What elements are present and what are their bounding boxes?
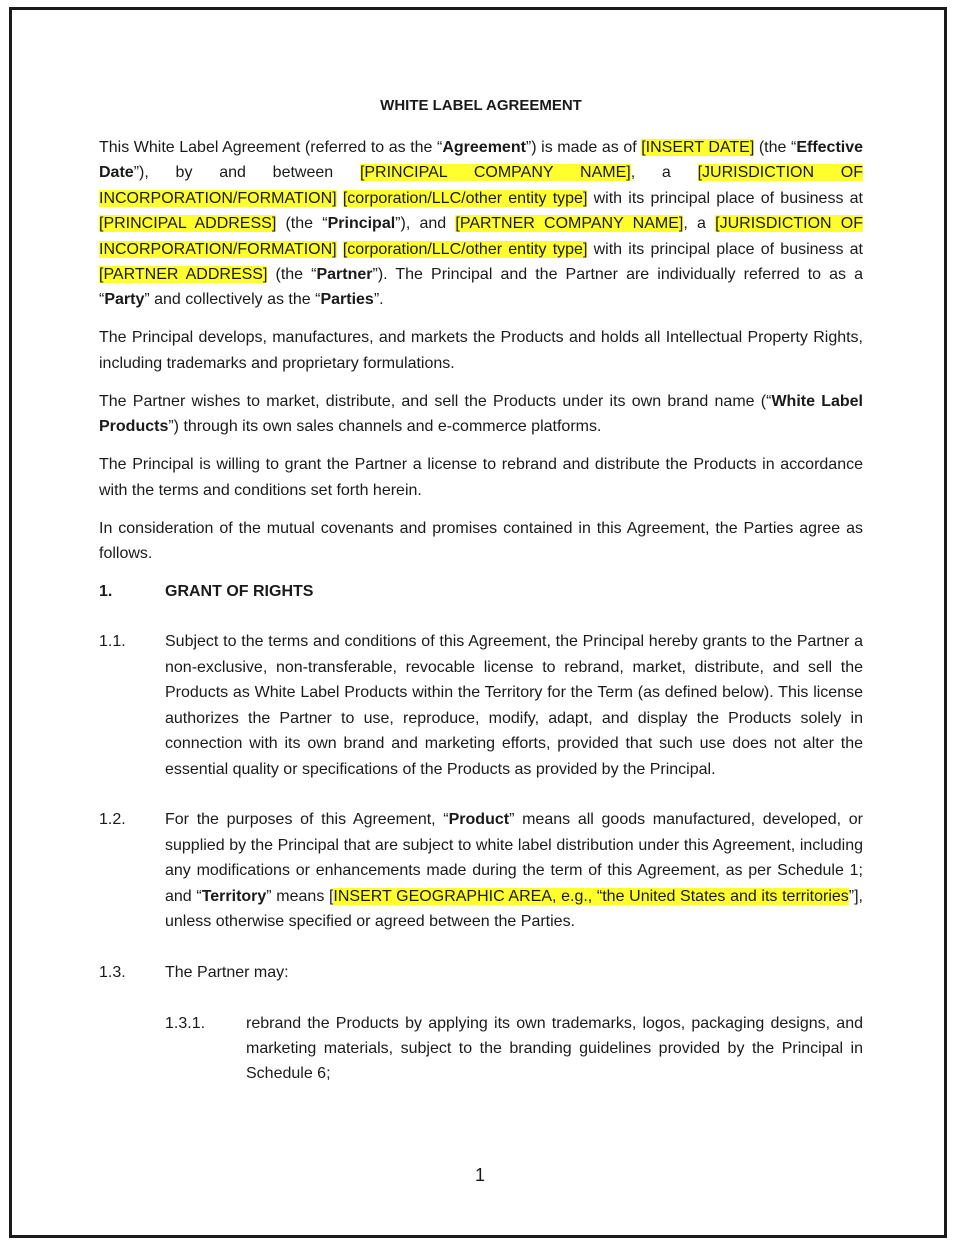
section-heading-grant-of-rights [99,579,863,604]
principal-address-placeholder: [PRINCIPAL ADDRESS] [99,215,277,233]
clause-number: 1.1. [99,633,126,651]
principal-name-placeholder: [PRINCIPAL COMPANY NAME] [359,164,631,182]
jurisdiction-placeholder-1: [JURISDICTION OF INCORPORATION/FORMATION] [99,164,864,207]
clause-text: rebrand the Products by applying its own trademarks, logos, packaging designs, and marketing materials, subject to the branding guidelines provided by the Principal in Schedule 6; [246,1014,863,1083]
clause-number: 1.3.1. [165,1014,206,1032]
page-number: 1 [474,1165,485,1185]
partner-address-placeholder: [PARTNER ADDRESS] [99,266,268,284]
recital-4: In consideration of the mutual covenants and promises contained in this Agreement, the Parties agree as follows. [99,519,863,563]
entity-type-placeholder-2: [corporation/LLC/other entity type] [342,240,588,258]
recital-2: The Partner wishes to market, distribute, and sell the Products under its own brand name (“White Label Products”) through its own sales channels and e-commerce platforms. [99,392,864,436]
recital-1: The Principal develops, manufactures, and markets the Products and holds all Intellectual Property Rights, including trademarks and proprietary formulations. [99,329,863,372]
entity-type-placeholder-1: [corporation/LLC/other entity type] [342,189,588,207]
document-title: WHITE LABEL AGREEMENT [380,97,582,114]
document-body [99,95,863,1087]
clause-text: The Partner may: [165,963,289,981]
clause-1-3 [99,960,863,985]
section-title: GRANT OF RIGHTS [165,583,314,601]
jurisdiction-placeholder-2: [JURISDICTION OF INCORPORATION/FORMATION] [99,215,864,258]
clause-number: 1.3. [99,963,126,981]
clause-text: Subject to the terms and conditions of this Agreement, the Principal hereby grants to the Partner a non-exclusive, non-transferable, revocable license to rebrand, market, distribute, and sell the Products as White Label Products within the Territory for the Term (as defined below). This license authorizes the Partner to use, reproduce, modify, adapt, and display the Products solely in connection with its own brand and marketing efforts, provided that such use does not alter the essential quality or specifications of the Products as provided by the Principal. [165,633,863,778]
clause-1-1 [99,629,863,781]
geographic-area-placeholder: INSERT GEOGRAPHIC AREA, e.g., “the United States and its territories [333,887,849,905]
intro-paragraph: This White Label Agreement (referred to as the “Agreement”) is made as of [INSERT DATE] (the “Effective Date”), by and between [PRINCIPAL COMPANY NAME], a [JURISDICTION OF INCORPORATION/FORMATION] [corporation/LLC/other entity type] with its principal place of business at [PRINCIPAL ADDRESS] (the “Principal”), and [PARTNER COMPANY NAME], a [JURISDICTION OF INCORPORATION/FORMATION] [corporation/LLC/other entity type] with its principal place of business at [PARTNER ADDRESS] (the “Partner”). The Principal and the Partner are individually referred to as a “Party” and collectively as the “Parties”. [99,139,864,309]
clause-1-2 [99,807,863,934]
partner-name-placeholder: [PARTNER COMPANY NAME] [455,215,684,233]
clause-number: 1.2. [99,811,126,829]
recital-3: The Principal is willing to grant the Partner a license to rebrand and distribute the Products in accordance with the terms and conditions set forth herein. [99,456,863,499]
clause-text: For the purposes of this Agreement, “Product” means all goods manufactured, developed, or supplied by the Principal that are subject to white label distribution under this Agreement, including any modifications or enhancements made during the term of this Agreement, as per Schedule 1; and “Territory” means [INSERT GEOGRAPHIC AREA, e.g., “the United States and its territories”], unless otherwise specified or agreed between the Parties. [165,811,863,930]
clause-1-3-1 [165,1011,863,1087]
insert-date-placeholder: [INSERT DATE] [641,139,755,156]
section-number: 1. [99,583,113,601]
